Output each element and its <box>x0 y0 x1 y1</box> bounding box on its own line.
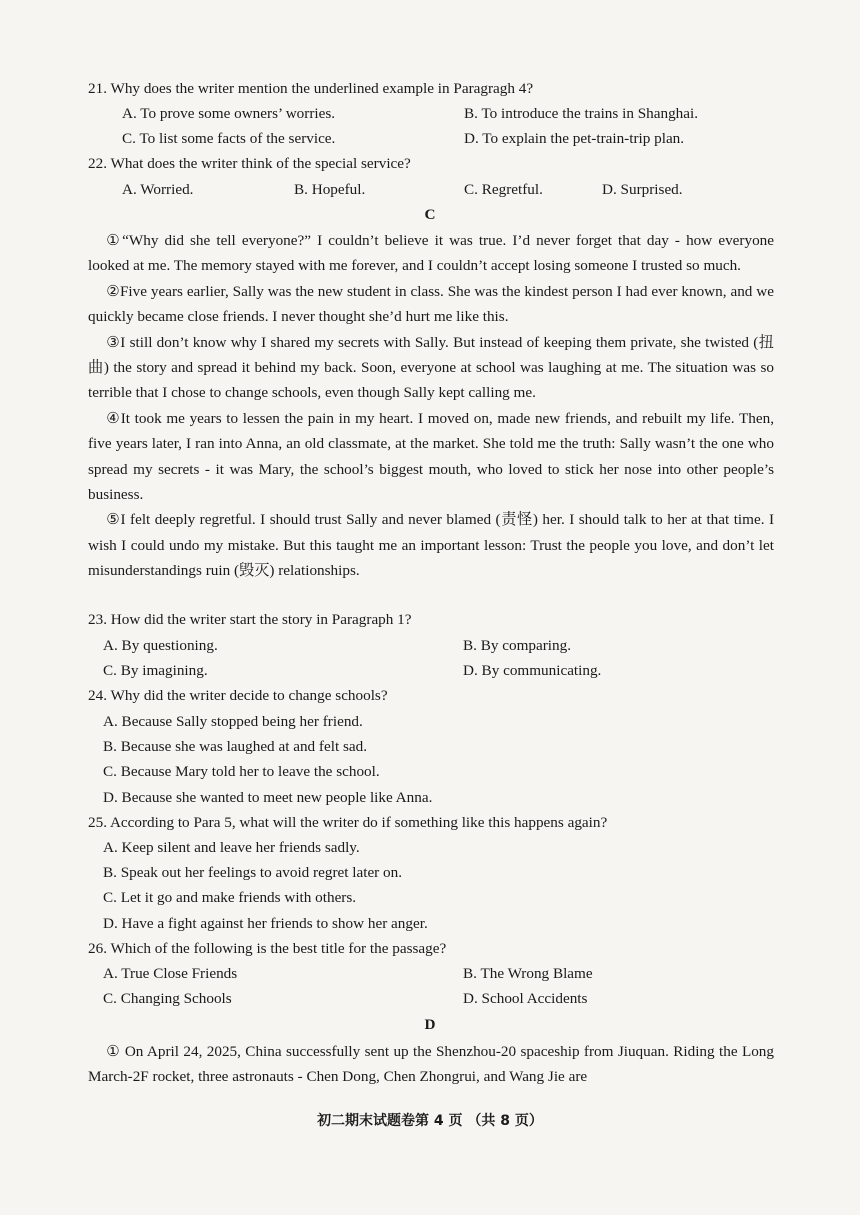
section-c-heading: C <box>424 206 436 223</box>
q23-option-d: D. By communicating. <box>463 662 602 679</box>
q25-option-d: D. Have a fight against her friends to show her anger. <box>103 915 428 932</box>
q23-option-a: A. By questioning. <box>103 637 218 654</box>
q23-option-c: C. By imagining. <box>103 662 208 679</box>
q24-option-b: B. Because she was laughed at and felt sad. <box>103 738 368 755</box>
q21-stem: 21. Why does the writer mention the underlined example in Paragragh 4? <box>88 80 534 97</box>
q25-option-c: C. Let it go and make friends with others. <box>103 889 357 906</box>
passage-c-paragraph-3: ③I still don’t know why I shared my secrets with Sally. But instead of keeping them private, she twisted (扭曲) the story and spread it behind my back. Soon, everyone at school was laughing at me. The situation was so terrible that I chose to change schools, even though Sally kept calling me. <box>88 333 774 402</box>
passage-c-paragraph-1: ①“Why did she tell everyone?” I couldn’t believe it was true. I’d never forget that day - how everyone looked at me. The memory stayed with me forever, and I couldn’t accept losing someone I trusted so much. <box>88 232 774 275</box>
q25-option-a: A. Keep silent and leave her friends sadly. <box>103 839 360 856</box>
q22-option-d: D. Surprised. <box>602 181 683 198</box>
q21-option-a: A. To prove some owners’ worries. <box>122 105 336 122</box>
q23-stem: 23. How did the writer start the story in Paragraph 1? <box>88 611 412 628</box>
passage-c-paragraph-5: ⑤I felt deeply regretful. I should trust Sally and never blamed (责怪) her. I should talk to her at that time. I wish I could undo my mistake. But this taught me an important lesson: Trust the people you love, and don’t let misunderstandings ruin (毁灭) relationships. <box>88 511 774 580</box>
page-footer: 初二期末试题卷第 4 页 （共 8 页） <box>317 1113 543 1129</box>
q26-option-c: C. Changing Schools <box>103 990 232 1007</box>
q26-option-b: B. The Wrong Blame <box>463 965 593 982</box>
q26-option-a: A. True Close Friends <box>103 965 238 982</box>
q26-option-d: D. School Accidents <box>463 990 588 1007</box>
q24-stem: 24. Why did the writer decide to change schools? <box>88 687 388 704</box>
q22-option-a: A. Worried. <box>122 181 194 198</box>
q24-option-d: D. Because she wanted to meet new people like Anna. <box>103 789 433 806</box>
q21-option-c: C. To list some facts of the service. <box>122 130 336 147</box>
q22-option-c: C. Regretful. <box>464 181 543 198</box>
q26-stem: 26. Which of the following is the best title for the passage? <box>88 940 447 957</box>
passage-c <box>88 228 774 584</box>
q24-option-a: A. Because Sally stopped being her friend. <box>103 713 363 730</box>
passage-d-paragraph-1: ① On April 24, 2025, China successfully sent up the Shenzhou-20 spaceship from Jiuquan. Riding the Long March-2F rocket, three astronauts - Chen Dong, Chen Zhongrui, and Wang Jie are <box>88 1043 774 1086</box>
q21-option-b: B. To introduce the trains in Shanghai. <box>464 105 699 122</box>
section-d-heading: D <box>424 1016 436 1033</box>
passage-c-paragraph-4: ④It took me years to lessen the pain in my heart. I moved on, made new friends, and rebuilt my life. Then, five years later, I ran into Anna, an old classmate, at the market. She told me the truth: Sally wasn’t the one who spread my secrets - it was Mary, the school’s biggest mouth, who loved to stick her nose into other people’s business. <box>88 409 774 504</box>
q24-option-c: C. Because Mary told her to leave the school. <box>103 763 380 780</box>
q21-option-d: D. To explain the pet-train-trip plan. <box>464 130 685 147</box>
q25-stem: 25. According to Para 5, what will the writer do if something like this happens again? <box>88 814 608 831</box>
q25-option-b: B. Speak out her feelings to avoid regret later on. <box>103 864 403 881</box>
q23-option-b: B. By comparing. <box>463 637 571 654</box>
passage-c-paragraph-2: ②Five years earlier, Sally was the new student in class. She was the kindest person I had ever known, and we quickly became close friends. I never thought she’d hurt me like this. <box>88 282 774 326</box>
q22-stem: 22. What does the writer think of the special service? <box>88 155 411 172</box>
q22-option-b: B. Hopeful. <box>294 181 366 198</box>
passage-d <box>88 1039 774 1090</box>
